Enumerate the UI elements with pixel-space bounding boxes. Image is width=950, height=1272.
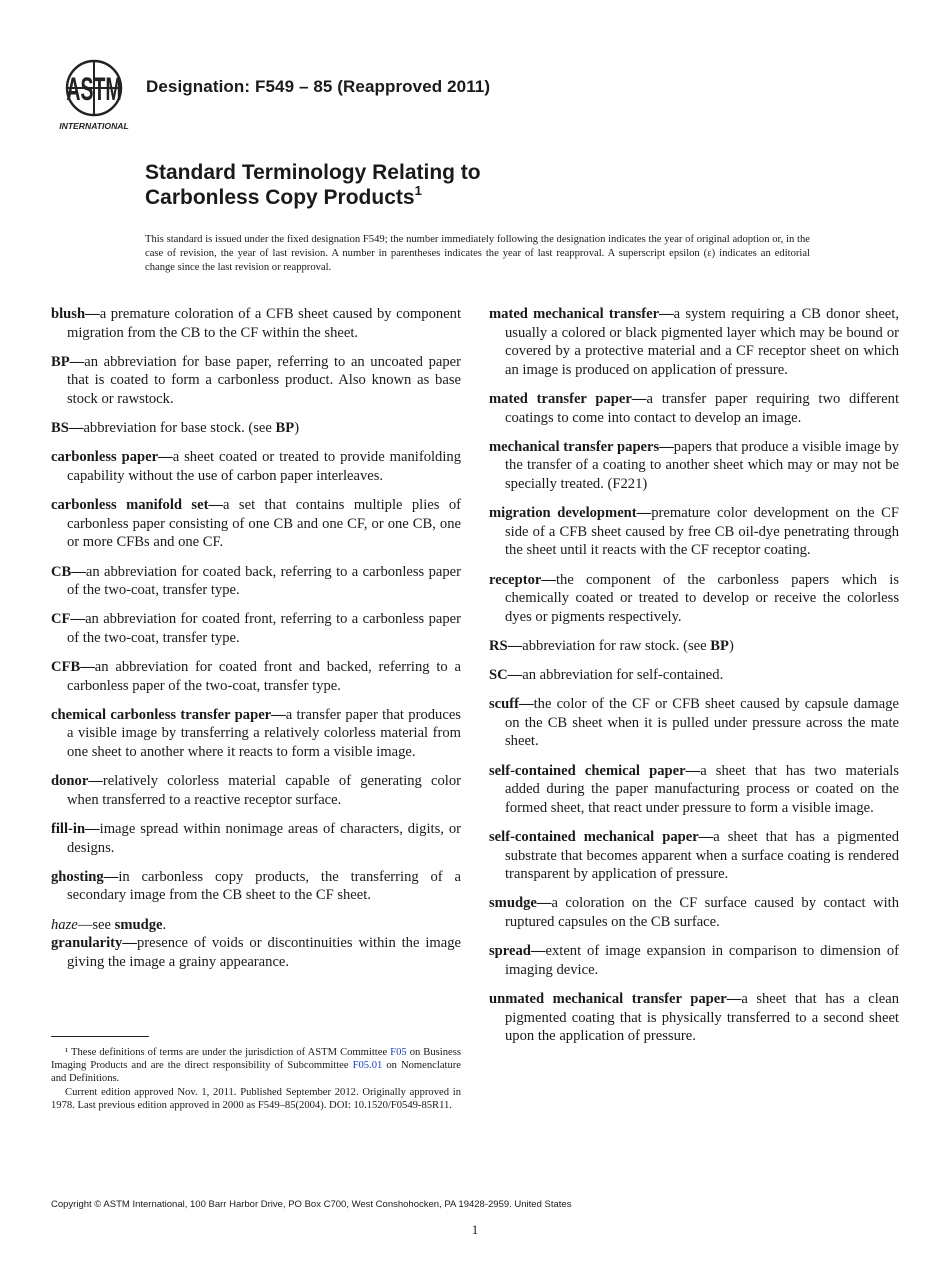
term: haze — [51, 916, 78, 933]
term: CF— — [51, 611, 86, 628]
definition: abbreviation for raw stock. (see — [522, 637, 711, 654]
definition-entry — [51, 353, 461, 409]
definition: an abbreviation for coated back, referring to a carbonless paper of the two-coat, transfer type. — [67, 563, 461, 599]
term: RS— — [489, 637, 523, 654]
term: unmated mechanical transfer paper— — [489, 990, 742, 1007]
term: donor— — [51, 773, 103, 790]
definition-entry — [51, 934, 461, 971]
cross-reference: BP — [275, 420, 295, 437]
definition: an abbreviation for base paper, referring to an uncoated paper that is coated to form a carbonless product. Also known as base stock or rawstock. — [67, 353, 461, 407]
definition: the component of the carbonless papers which is chemically coated or treated to develop or receive the colorless dyes or pigments respectively. — [505, 571, 899, 625]
title-line-1: Standard Terminology Relating to — [145, 161, 481, 184]
definition: the color of the CF or CFB sheet caused by capsule damage on the CB sheet when it is pulled under pressure across the mate sheet. — [505, 696, 899, 750]
footnote-jurisdiction: ¹ These definitions of terms are under the jurisdiction of ASTM Committee F05 on Business Imaging Products and are the direct responsibility of Subcommittee F05.01 on Nomenclature and Definitions. — [51, 1047, 461, 1085]
definition: a transfer paper that produces a visible image by transferring a relatively colorless material from one sheet to another where it reacts to form a visible image. — [67, 706, 461, 761]
definition: a sheet that has two materials added during the paper manufacturing process or coated on the formed sheet, that react under pressure to form a visible image. — [505, 762, 899, 816]
issued-note: This standard is issued under the fixed designation F549; the number immediately following the designation indicates the year of original adoption or, in the case of revision, the year of last revision. A number in parentheses indicates the year of last reapproval. A superscript epsilon (ε) indicates an editorial change since the last revision or reapproval. — [145, 234, 810, 273]
term: self-contained mechanical paper— — [489, 829, 714, 845]
definition: a transfer paper requiring two different coatings to come into contact to develop an image. — [505, 390, 899, 426]
definition-entry — [489, 504, 899, 560]
definition: a sheet that has a pigmented substrate that becomes apparent when a surface coating is rendered transparent by application of pressure. — [505, 829, 899, 883]
astm-logo — [52, 58, 136, 134]
term: chemical carbonless transfer paper— — [51, 706, 286, 723]
definition: a set that contains multiple plies of carbonless paper consisting of one CB and one CF, or one CB, one or more CFBs and one CF. — [67, 497, 461, 551]
definition-entry — [51, 772, 461, 809]
definition: papers that produce a visible image by the transfer of a coating to another sheet which may or may not be specially treated. (F221) — [505, 438, 899, 492]
definition-entry — [51, 496, 461, 552]
term: BS— — [51, 420, 84, 437]
copyright: Copyright © ASTM International, 100 Barr Harbor Drive, PO Box C700, West Conshohocken, PA 19428-2959. United States — [51, 1199, 572, 1210]
definition-entry — [489, 637, 899, 656]
definition-entry — [489, 390, 899, 427]
definition-entry — [489, 990, 899, 1046]
cross-reference: smudge — [114, 916, 163, 933]
definition: —see — [77, 916, 115, 933]
definition-entry — [51, 916, 461, 935]
definition: an abbreviation for self-contained. — [522, 667, 724, 684]
definition: presence of voids or discontinuities within the image giving the image a grainy appearance. — [67, 935, 461, 970]
definition-entry — [51, 448, 461, 485]
term: BP— — [51, 353, 85, 370]
term: spread— — [489, 943, 546, 960]
cross-reference: BP — [710, 637, 729, 654]
definition: relatively colorless material capable of generating color when transferred to a reactive receptor surface. — [67, 773, 461, 808]
footnote-edition: Current edition approved Nov. 1, 2011. Published September 2012. Originally approved in 1978. Last previous edition approved in 2000 as F549–85(2004). DOI: 10.1520/F0549-85R11. — [51, 1086, 461, 1111]
term: CB— — [51, 563, 86, 580]
term: carbonless paper— — [51, 449, 173, 466]
definition-entry — [51, 706, 461, 762]
definition: in carbonless copy products, the transferring of a secondary image from the CB sheet to the CF sheet. — [67, 868, 461, 904]
term: CFB— — [51, 659, 95, 676]
term: ghosting— — [51, 868, 119, 885]
definition-entry — [489, 666, 899, 685]
term: mated transfer paper— — [489, 390, 647, 407]
definition-entry — [51, 563, 461, 600]
definition: image spread within nonimage areas of characters, digits, or designs. — [67, 821, 461, 856]
definition: a premature coloration of a CFB sheet caused by component migration from the CB to the CF within the sheet. — [67, 306, 461, 341]
definition: a sheet coated or treated to provide manifolding capability without the use of carbon paper interleaves. — [67, 449, 461, 484]
terms-column-right — [489, 305, 899, 1056]
term: mechanical transfer papers— — [489, 438, 674, 455]
definition-entry — [51, 419, 461, 438]
definition-tail: ) — [728, 637, 734, 654]
definition-entry — [489, 695, 899, 751]
title-line-2: Carbonless Copy Products$^1$ — [145, 183, 422, 209]
definition-tail: ) — [294, 420, 300, 437]
definition: an abbreviation for coated front, referring to a carbonless paper of the two-coat, transfer type. — [67, 611, 461, 646]
definition-entry — [51, 610, 461, 647]
definition: a system requiring a CB donor sheet, usually a colored or black pigmented layer which may be bound or covered by a protective material and a CF receptor sheet on which an image is produced on application of pressure. — [505, 306, 899, 378]
term: granularity— — [51, 935, 137, 952]
term: SC— — [489, 667, 523, 684]
committee-link[interactable]: F05 — [390, 1047, 407, 1058]
definition-entry — [489, 762, 899, 818]
page-number: 1 — [471, 1222, 479, 1237]
definition: premature color development on the CF side of a CFB sheet caused by free CB oil-dye penetrating through the sheet until it reacts with the CF receptor coating. — [505, 505, 899, 559]
definition-entry — [489, 438, 899, 494]
definition: abbreviation for base stock. (see — [83, 420, 276, 437]
footnote — [51, 1046, 461, 1112]
page-title — [145, 160, 481, 210]
footnote-divider — [51, 1036, 149, 1037]
definition-entry — [489, 828, 899, 884]
definition: a sheet that has a clean pigmented coating that is physically transferred to a second sheet upon the application of pressure. — [505, 990, 900, 1045]
definition-entry — [489, 571, 899, 627]
term: smudge— — [489, 895, 552, 912]
definition: a coloration on the CF surface caused by contact with ruptured capsules on the CB surface. — [505, 895, 899, 930]
term: carbonless manifold set— — [51, 497, 224, 514]
definition: extent of image expansion in comparison to dimension of imaging device. — [505, 943, 899, 978]
term: migration development— — [489, 505, 652, 522]
term: blush— — [51, 306, 100, 322]
svg-text:ASTM: ASTM — [66, 70, 122, 108]
definition-entry — [51, 658, 461, 695]
terms-column-left — [51, 305, 461, 982]
definition: an abbreviation for coated front and backed, referring to a carbonless paper of the two-coat, transfer type. — [67, 659, 461, 694]
definition-entry — [51, 305, 461, 342]
title-footnote-ref: 1 — [414, 183, 422, 198]
term: self-contained chemical paper— — [489, 762, 701, 779]
term: mated mechanical transfer— — [489, 306, 674, 322]
designation: Designation: F549 – 85 (Reapproved 2011) — [146, 77, 491, 96]
definition-entry — [489, 894, 899, 931]
term: scuff— — [489, 696, 534, 713]
term: fill-in— — [51, 821, 100, 837]
definition-tail: . — [162, 916, 167, 933]
definition-entry — [51, 868, 461, 905]
definition-entry — [51, 820, 461, 857]
definition-entry — [489, 305, 899, 379]
subcommittee-link[interactable]: F05.01 — [352, 1060, 383, 1072]
logo-international-text: INTERNATIONAL — [59, 121, 129, 131]
definition-entry — [489, 942, 899, 979]
term: receptor— — [489, 571, 556, 588]
